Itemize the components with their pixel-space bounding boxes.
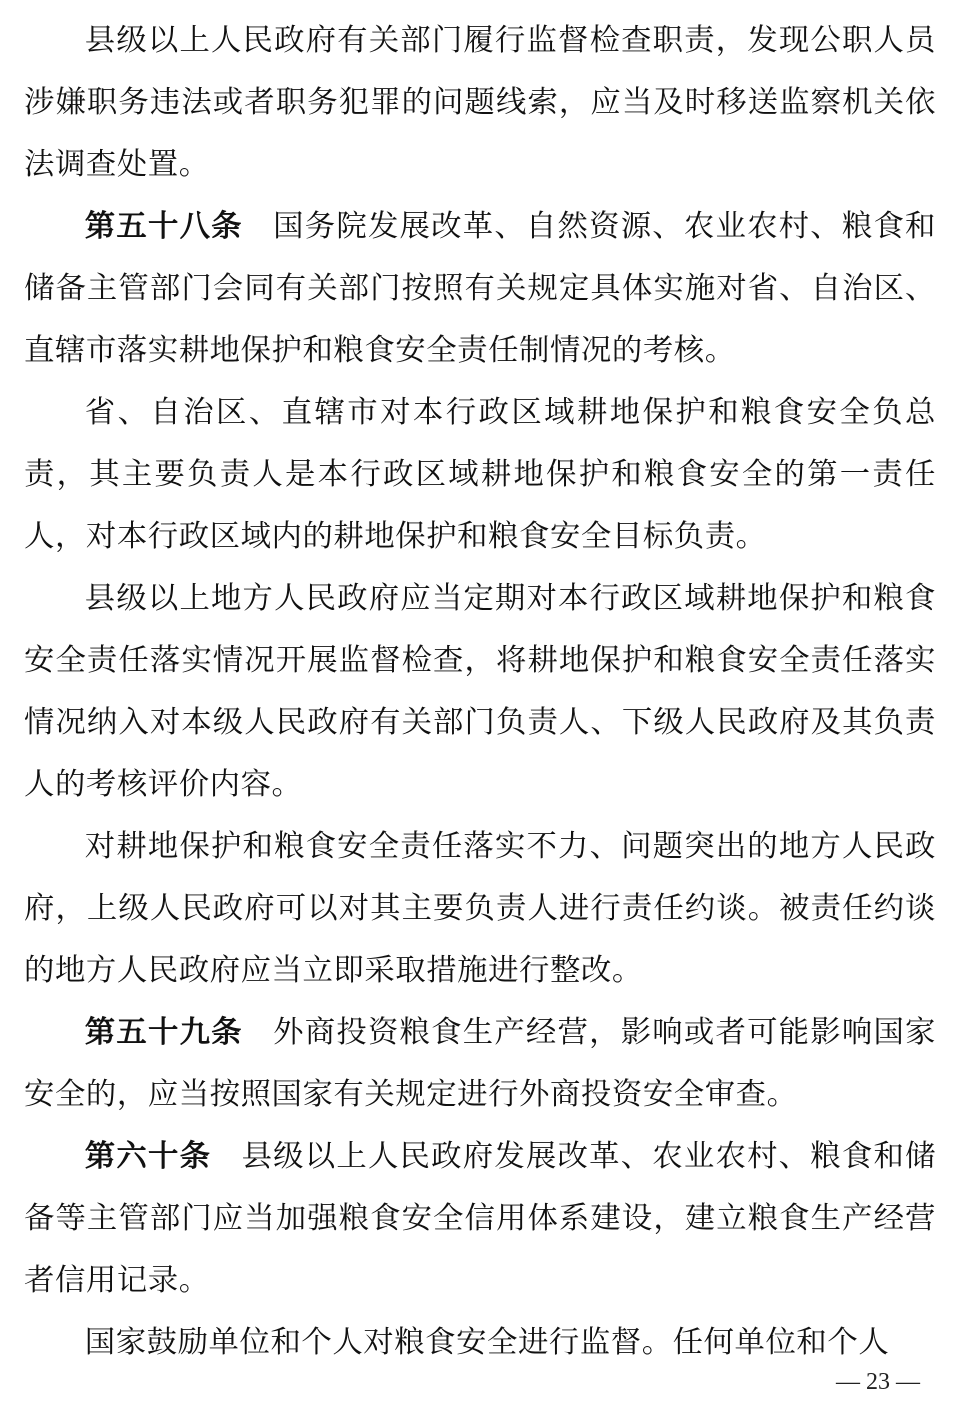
paragraph-text: 县级以上人民政府有关部门履行监督检查职责，发现公职人员涉嫌职务违法或者职务犯罪的问题线索，应当及时移送监察机关依法调查处置。 [24,23,936,182]
article-number: 第五十九条 [84,1015,243,1050]
article-number: 第六十条 [84,1139,212,1174]
paragraph [24,382,936,568]
paragraph-article-59 [24,1002,936,1126]
document-page [24,10,936,1374]
page-number: — 23 — [836,1369,920,1395]
paragraph [24,816,936,1002]
paragraph-text: 国家鼓励单位和个人对粮食安全进行监督。任何单位和个人 [84,1325,890,1360]
article-number: 第五十八条 [84,209,243,244]
paragraph-article-58 [24,196,936,382]
paragraph [24,568,936,816]
paragraph [24,1312,936,1374]
paragraph-text: 县级以上地方人民政府应当定期对本行政区域耕地保护和粮食安全责任落实情况开展监督检查，将耕地保护和粮食安全责任落实情况纳入对本级人民政府有关部门负责人、下级人民政府及其负责人的考核评价内容。 [24,581,936,802]
paragraph-text: 国务院发展改革、自然资源、农业农村、粮食和储备主管部门会同有关部门按照有关规定具体实施对省、自治区、直辖市落实耕地保护和粮食安全责任制情况的考核。 [24,209,936,368]
paragraph [24,10,936,196]
paragraph-text: 县级以上人民政府发展改革、农业农村、粮食和储备等主管部门应当加强粮食安全信用体系建设，建立粮食生产经营者信用记录。 [24,1139,937,1298]
paragraph-text: 外商投资粮食生产经营，影响或者可能影响国家安全的，应当按照国家有关规定进行外商投资安全审查。 [24,1015,936,1112]
paragraph-article-60 [24,1126,936,1312]
paragraph-text: 省、自治区、直辖市对本行政区域耕地保护和粮食安全负总责，其主要负责人是本行政区域耕地保护和粮食安全的第一责任人，对本行政区域内的耕地保护和粮食安全目标负责。 [24,395,936,554]
paragraph-text: 对耕地保护和粮食安全责任落实不力、问题突出的地方人民政府，上级人民政府可以对其主要负责人进行责任约谈。被责任约谈的地方人民政府应当立即采取措施进行整改。 [24,829,936,988]
